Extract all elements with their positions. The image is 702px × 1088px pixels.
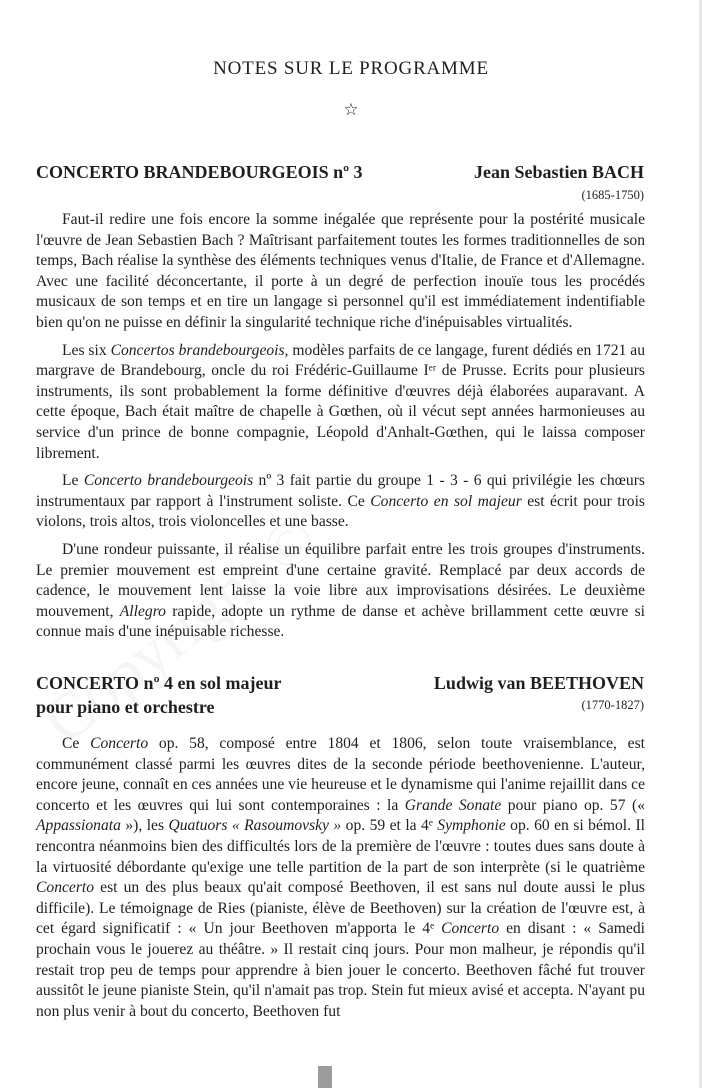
section-body-beethoven [36, 734, 645, 1029]
section-title-bach: CONCERTO BRANDEBOURGEOIS nº 3 [36, 162, 363, 182]
italic-text: Concerto en sol majeur [370, 492, 522, 510]
text-run: pour piano op. 57 (« [501, 796, 645, 814]
section-title-beethoven: CONCERTO nº 4 en sol majeur [36, 673, 282, 693]
text-run: op. 60 en si bémol. Il rencontra néanmoins bien des difficultés lors de la première de l'œuvre : toutes dues sans doute à la virtuosité débordante qu'exige une telle partition de la part de son interprète (si le quatrième [36, 817, 645, 876]
page-title: NOTES SUR LE PROGRAMME [213, 58, 489, 79]
italic-text: Appassionata [36, 817, 121, 835]
text-run: op. 58, composé entre 1804 et 1806, selon toute vraisemblance, est communément classé parmi les œuvres dites de la seconde période beethovenienne. L'auteur, encore jeune, connaît en ces années une vie heureuse et le dynamisme qui l'anime rejaillit dans ce concerto et les œuvres qui lui sont contemporaines : la [36, 735, 645, 814]
paragraph [36, 471, 645, 533]
text-run: Les six [62, 341, 111, 359]
section-body-bach [36, 210, 645, 650]
text-run: D'une rondeur puissante, il réalise un équilibre parfait entre les trois groupes d'instruments. Le premier mouvement est empreint d'une certaine gravité. Remplacé par deux accords de cadence, le mouvement lent laisse la voie libre aux improvisations désirées. Le deuxième mouvement, [36, 540, 645, 620]
paragraph [36, 540, 645, 643]
composer-dates-bach: (1685-1750) [581, 188, 644, 202]
text-run: est un des plus beaux qu'ait composé Beethoven, il est sans nul doute aussi le plus difficile). Le témoignage de Ries (pianiste, élève de Beethoven) sur la création de l'œuvre est, à cet égard significatif : « Un jour Beethoven m'apporta le 4ᵉ [36, 879, 645, 938]
text-run: en disant : « Samedi prochain vous le jouerez au théâtre. » Il restait cinq jours. Pour mon malheur, je répondis qu'il restait trop peu de temps pour apprendre à bien jouer le concerto. Beethoven fâché fut trouver aussitôt le jeune pianiste Stein, qu'il n'amait pas trop. Stein fut mieux avisé et accepta. N'ayant pu non plus venir à bout du concerto, Beethoven fut [36, 920, 645, 1020]
text-run: Ce [62, 735, 91, 752]
text-run: Le [62, 472, 84, 490]
paragraph [36, 734, 645, 1022]
italic-text: Concerto [441, 920, 500, 938]
composer-dates-beethoven: (1770-1827) [581, 698, 644, 712]
italic-text: Grande Sonate [404, 796, 502, 814]
text-run: modèles parfaits de ce langage, furent dédiés en 1721 au margrave de Brandebourg, oncle du roi Frédéric-Guillaume Iᵉʳ de Prusse. Ecrits pour plusieurs instruments, ils sont probablement la forme définitive d'œuvres déjà élaborées auparavant. A cette époque, Bach était maître de chapelle à Gœthen, où il vécut sept années harmonieuses au service d'un prince de bonne compagnie, Léopold d'Anhalt-Gœthen, qui le laissa composer librement. [36, 341, 646, 462]
italic-text: Concerto [90, 735, 149, 752]
italic-text: Allegro [119, 602, 166, 620]
italic-text: Quatuors « Rasoumovsky » [168, 817, 342, 835]
text-run: est écrit pour trois violons, trois altos, trois violoncelles et une basse. [36, 492, 645, 531]
composer-name-bach: Jean Sebastien BACH [473, 162, 644, 182]
paragraph [36, 341, 645, 465]
italic-text: Concertos brandebourgeois, [110, 341, 289, 359]
text-run: op. 59 et la 4ᵉ [341, 817, 438, 835]
text-run: Faut-il redire une fois encore la somme inégalée que représente pour la postérité musicale l'œuvre de Jean Sebastien Bach ? Maîtrisant parfaitement toutes les formes traditionnelles de son temps, Bach réalise la synthèse des éléments techniques venus d'Italie, de France et d'Allemagne. Avec une facilité déconcertante, il porte à un degré de perfection inouïe tous les procédés musicaux de son temps et en tire un langage si personnel qu'il est immédiatement indentifiable bien qu'on ne puisse en définir la singularité technique riche d'inépuisables virtualités. [36, 211, 645, 331]
text-run: »), les [120, 817, 169, 835]
italic-text: Concerto brandebourgeois [83, 472, 254, 490]
italic-text: Symphonie [437, 817, 506, 835]
section-subtitle-beethoven: pour piano et orchestre [36, 697, 215, 717]
text-run: rapide, adopte un rythme de danse et achève brillamment cette œuvre si connue mais d'une inépuisable richesse. [36, 602, 645, 641]
composer-name-beethoven: Ludwig van BEETHOVEN [433, 673, 644, 693]
paragraph [36, 210, 645, 334]
star-icon: ☆ [343, 100, 359, 119]
text-run: nº 3 fait partie du groupe 1 - 3 - 6 qui privilégie les chœurs instrumentaux par rapport à l'instrument soliste. Ce [36, 472, 645, 510]
italic-text: Concerto [36, 879, 95, 897]
page-bottom-mark [318, 1066, 332, 1088]
